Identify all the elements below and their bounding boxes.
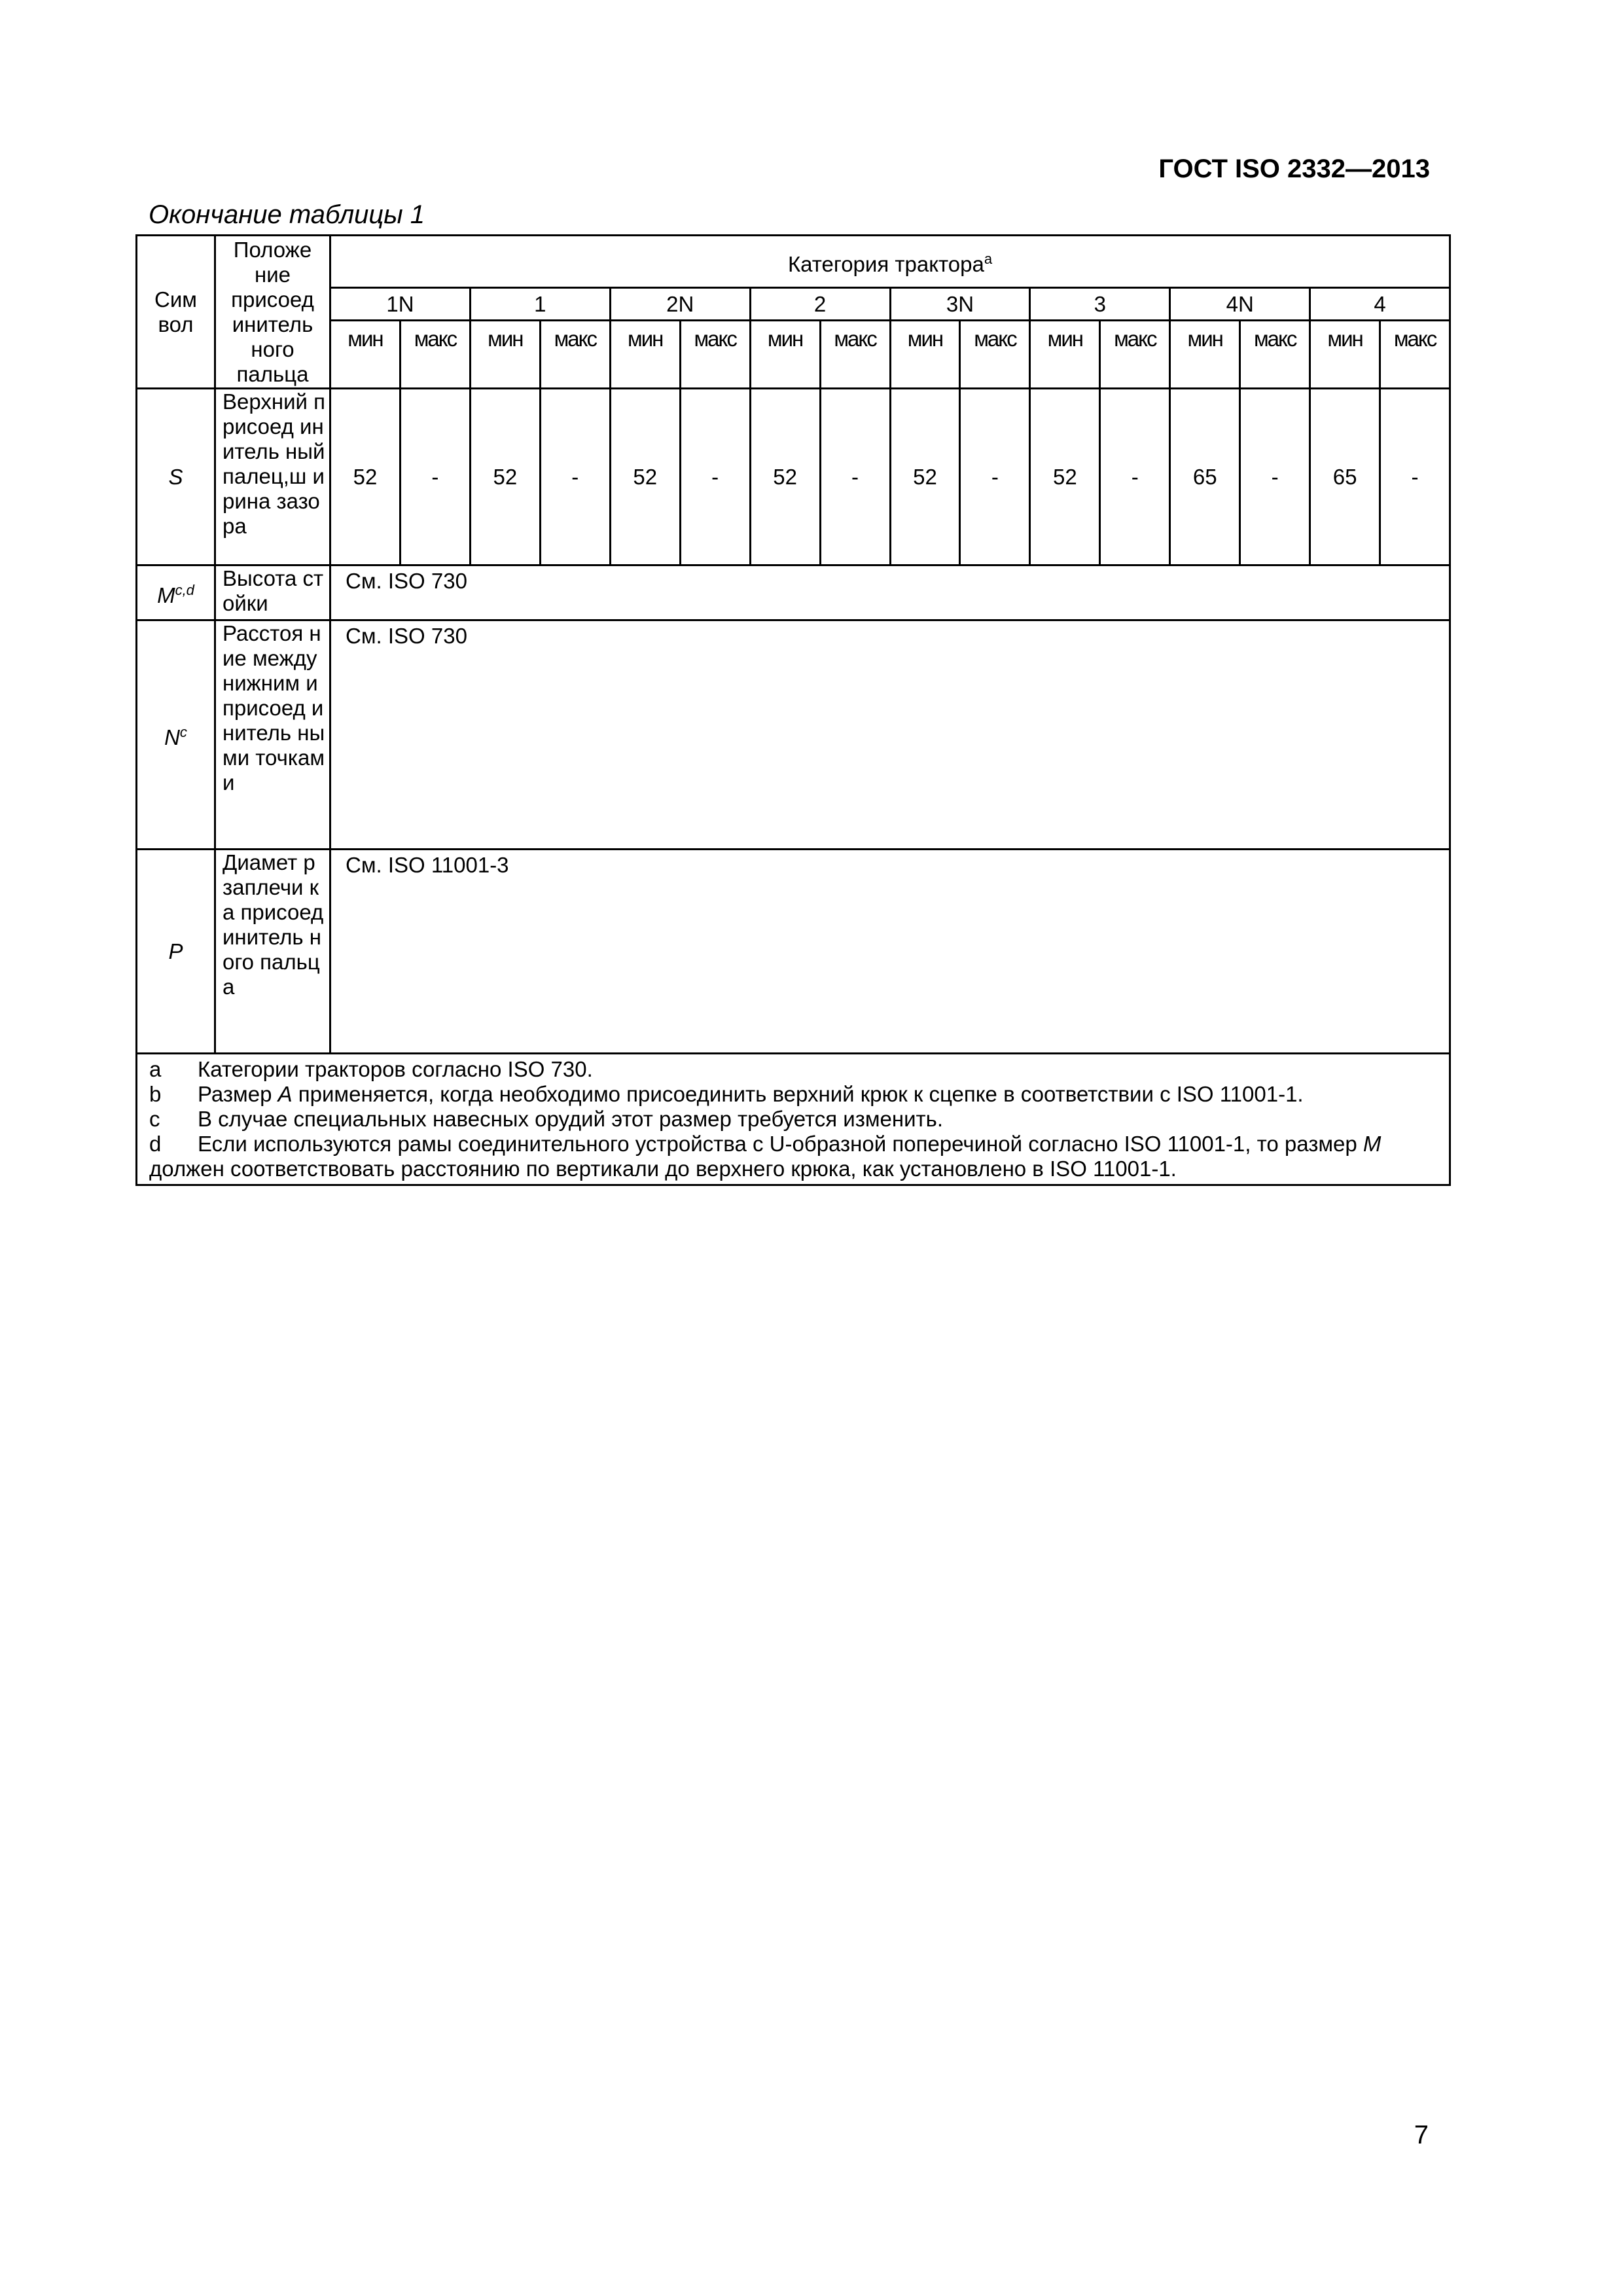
value-cell: - — [1100, 389, 1170, 565]
category-2: 2 — [750, 288, 890, 321]
min-label: мин — [610, 321, 680, 389]
category-1: 1 — [470, 288, 610, 321]
category-header-footnote: a — [984, 250, 993, 267]
position-cell: Расстоя ние между нижним и присоед инитель ными точками — [215, 620, 330, 850]
min-label: мин — [1170, 321, 1240, 389]
reference-cell: См. ISO 730 — [330, 565, 1450, 620]
max-label: макс — [820, 321, 890, 389]
value-cell: 52 — [750, 389, 820, 565]
category-header-label: Категория трактора — [787, 251, 984, 276]
reference-cell: См. ISO 11001-3 — [330, 850, 1450, 1054]
footnote-text: Категории тракторов согласно ISO 730. — [198, 1057, 593, 1081]
max-label: макс — [400, 321, 470, 389]
page-number: 7 — [1414, 2121, 1429, 2149]
category-4: 4 — [1310, 288, 1450, 321]
position-cell: Диамет р заплечи ка присоед инитель ного пальца — [215, 850, 330, 1054]
footnote-d — [149, 1132, 1437, 1157]
footnote-key: d — [149, 1132, 162, 1156]
min-label: мин — [1310, 321, 1380, 389]
symbol-letter: M — [157, 583, 175, 607]
category-1N: 1N — [330, 288, 471, 321]
position-header: Положе ние присоед инитель ного пальца — [215, 236, 330, 389]
value-cell: 52 — [1030, 389, 1100, 565]
footnote-key: c — [149, 1107, 160, 1131]
value-cell: 65 — [1310, 389, 1380, 565]
min-label: мин — [1030, 321, 1100, 389]
footnote-c — [149, 1107, 1437, 1132]
symbol-letter: P — [168, 939, 183, 963]
footnote-d-continuation: должен соответствовать расстоянию по вертикали до верхнего крюка, как установлено в ISO 11001-1. — [149, 1157, 1177, 1181]
symbol-letter: N — [164, 725, 180, 749]
category-3N: 3N — [890, 288, 1030, 321]
footnote-text: В случае специальных навесных орудий этот размер требуется изменить. — [198, 1107, 944, 1131]
symbol-letter: S — [168, 464, 183, 489]
value-cell: - — [1240, 389, 1310, 565]
symbol-header: Сим вол — [137, 236, 215, 389]
max-label: макс — [1100, 321, 1170, 389]
symbol-cell — [137, 850, 215, 1054]
footnote-key: b — [149, 1082, 162, 1106]
tractor-category-table — [135, 234, 1451, 1186]
category-3: 3 — [1030, 288, 1170, 321]
value-cell: 65 — [1170, 389, 1240, 565]
max-label: макс — [1380, 321, 1450, 389]
footnote-text: Размер A применяется, когда необходимо присоединить верхний крюк к сцепке в соответствии с ISO 11001-1. — [198, 1082, 1304, 1106]
footnote-a — [149, 1057, 1437, 1082]
min-label: мин — [470, 321, 540, 389]
value-cell: - — [1380, 389, 1450, 565]
table-caption: Окончание таблицы 1 — [149, 200, 425, 229]
category-header — [330, 236, 1450, 288]
value-cell: 52 — [890, 389, 960, 565]
footnote-text: Если используются рамы соединительного устройства с U-образной поперечиной согласно ISO 11001-1, то размер M — [198, 1132, 1382, 1156]
symbol-cell — [137, 620, 215, 850]
reference-cell: См. ISO 730 — [330, 620, 1450, 850]
document-code: ГОСТ ISO 2332—2013 — [1158, 154, 1430, 183]
category-4N: 4N — [1170, 288, 1310, 321]
footnote-b — [149, 1082, 1437, 1107]
max-label: макс — [680, 321, 750, 389]
table-footnotes — [137, 1054, 1450, 1185]
value-cell: 52 — [470, 389, 540, 565]
value-cell: - — [540, 389, 610, 565]
value-cell: 52 — [330, 389, 401, 565]
value-cell: - — [960, 389, 1030, 565]
category-2N: 2N — [610, 288, 750, 321]
max-label: макс — [540, 321, 610, 389]
value-cell: - — [400, 389, 470, 565]
max-label: макс — [960, 321, 1030, 389]
symbol-cell — [137, 389, 215, 565]
value-cell: - — [680, 389, 750, 565]
symbol-cell — [137, 565, 215, 620]
min-label: мин — [890, 321, 960, 389]
value-cell: 52 — [610, 389, 680, 565]
min-label: мин — [330, 321, 401, 389]
footnote-key: a — [149, 1057, 162, 1081]
min-label: мин — [750, 321, 820, 389]
position-cell: Высота стойки — [215, 565, 330, 620]
symbol-footnote: c,d — [175, 581, 194, 598]
position-cell: Верхний присоед инитель ный палец,ш ирина зазора — [215, 389, 330, 565]
max-label: макс — [1240, 321, 1310, 389]
symbol-footnote: c — [179, 723, 187, 740]
value-cell: - — [820, 389, 890, 565]
